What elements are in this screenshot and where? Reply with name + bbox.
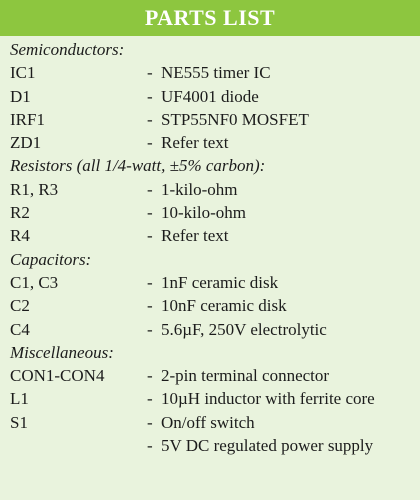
part-ref: IC1 [10,63,36,83]
list-item [10,411,410,434]
list-item [10,271,410,294]
part-ref: R4 [10,226,30,246]
list-item [10,108,410,131]
list-item [10,131,410,154]
separator: - [147,389,153,409]
separator: - [147,109,153,129]
separator: - [147,412,153,432]
section-heading-miscellaneous: Miscellaneous: [10,342,114,362]
part-ref: C2 [10,296,30,316]
list-item [10,387,410,410]
part-desc: UF4001 diode [161,86,259,106]
separator: - [147,86,153,106]
separator: - [147,63,153,83]
section-heading-resistors: Resistors (all 1/4-watt, ±5% carbon): [10,156,266,176]
separator: - [147,436,153,456]
list-item [10,178,410,201]
separator: - [147,203,153,223]
part-ref: ZD1 [10,133,42,153]
part-desc: 10-kilo-ohm [161,203,246,223]
list-item [10,201,410,224]
list-item [10,294,410,317]
part-desc: 10µH inductor with ferrite core [161,389,375,409]
part-desc: 1nF ceramic disk [161,272,279,292]
part-ref: L1 [10,389,29,409]
separator: - [147,226,153,246]
parts-list-body [0,36,420,457]
part-ref: S1 [10,412,28,432]
part-desc: Refer text [161,226,229,246]
list-item [10,224,410,247]
list-item [10,434,410,457]
separator: - [147,366,153,386]
part-desc: Refer text [161,133,229,153]
part-desc: On/off switch [161,412,255,432]
part-ref: C4 [10,319,30,339]
part-desc: NE555 timer IC [161,63,271,83]
list-item [10,61,410,84]
part-desc: STP55NF0 MOSFET [161,109,309,129]
parts-list-title: PARTS LIST [0,0,420,36]
section-heading-capacitors: Capacitors: [10,249,92,269]
part-desc: 10nF ceramic disk [161,296,287,316]
part-desc: 1-kilo-ohm [161,179,238,199]
part-ref: CON1-CON4 [10,366,105,386]
separator: - [147,296,153,316]
part-ref: D1 [10,86,31,106]
part-desc: 5V DC regulated power supply [161,436,374,456]
separator: - [147,272,153,292]
list-item [10,364,410,387]
part-ref [10,434,147,457]
section-heading-semiconductors: Semiconductors: [10,40,125,59]
separator: - [147,319,153,339]
part-ref: R1, R3 [10,179,59,199]
part-ref: C1, C3 [10,272,59,292]
list-item [10,318,410,341]
separator: - [147,133,153,153]
list-item [10,85,410,108]
part-desc: 2-pin terminal connector [161,366,330,386]
separator: - [147,179,153,199]
part-ref: R2 [10,203,30,223]
part-desc: 5.6µF, 250V electrolytic [161,319,327,339]
part-ref: IRF1 [10,109,45,129]
